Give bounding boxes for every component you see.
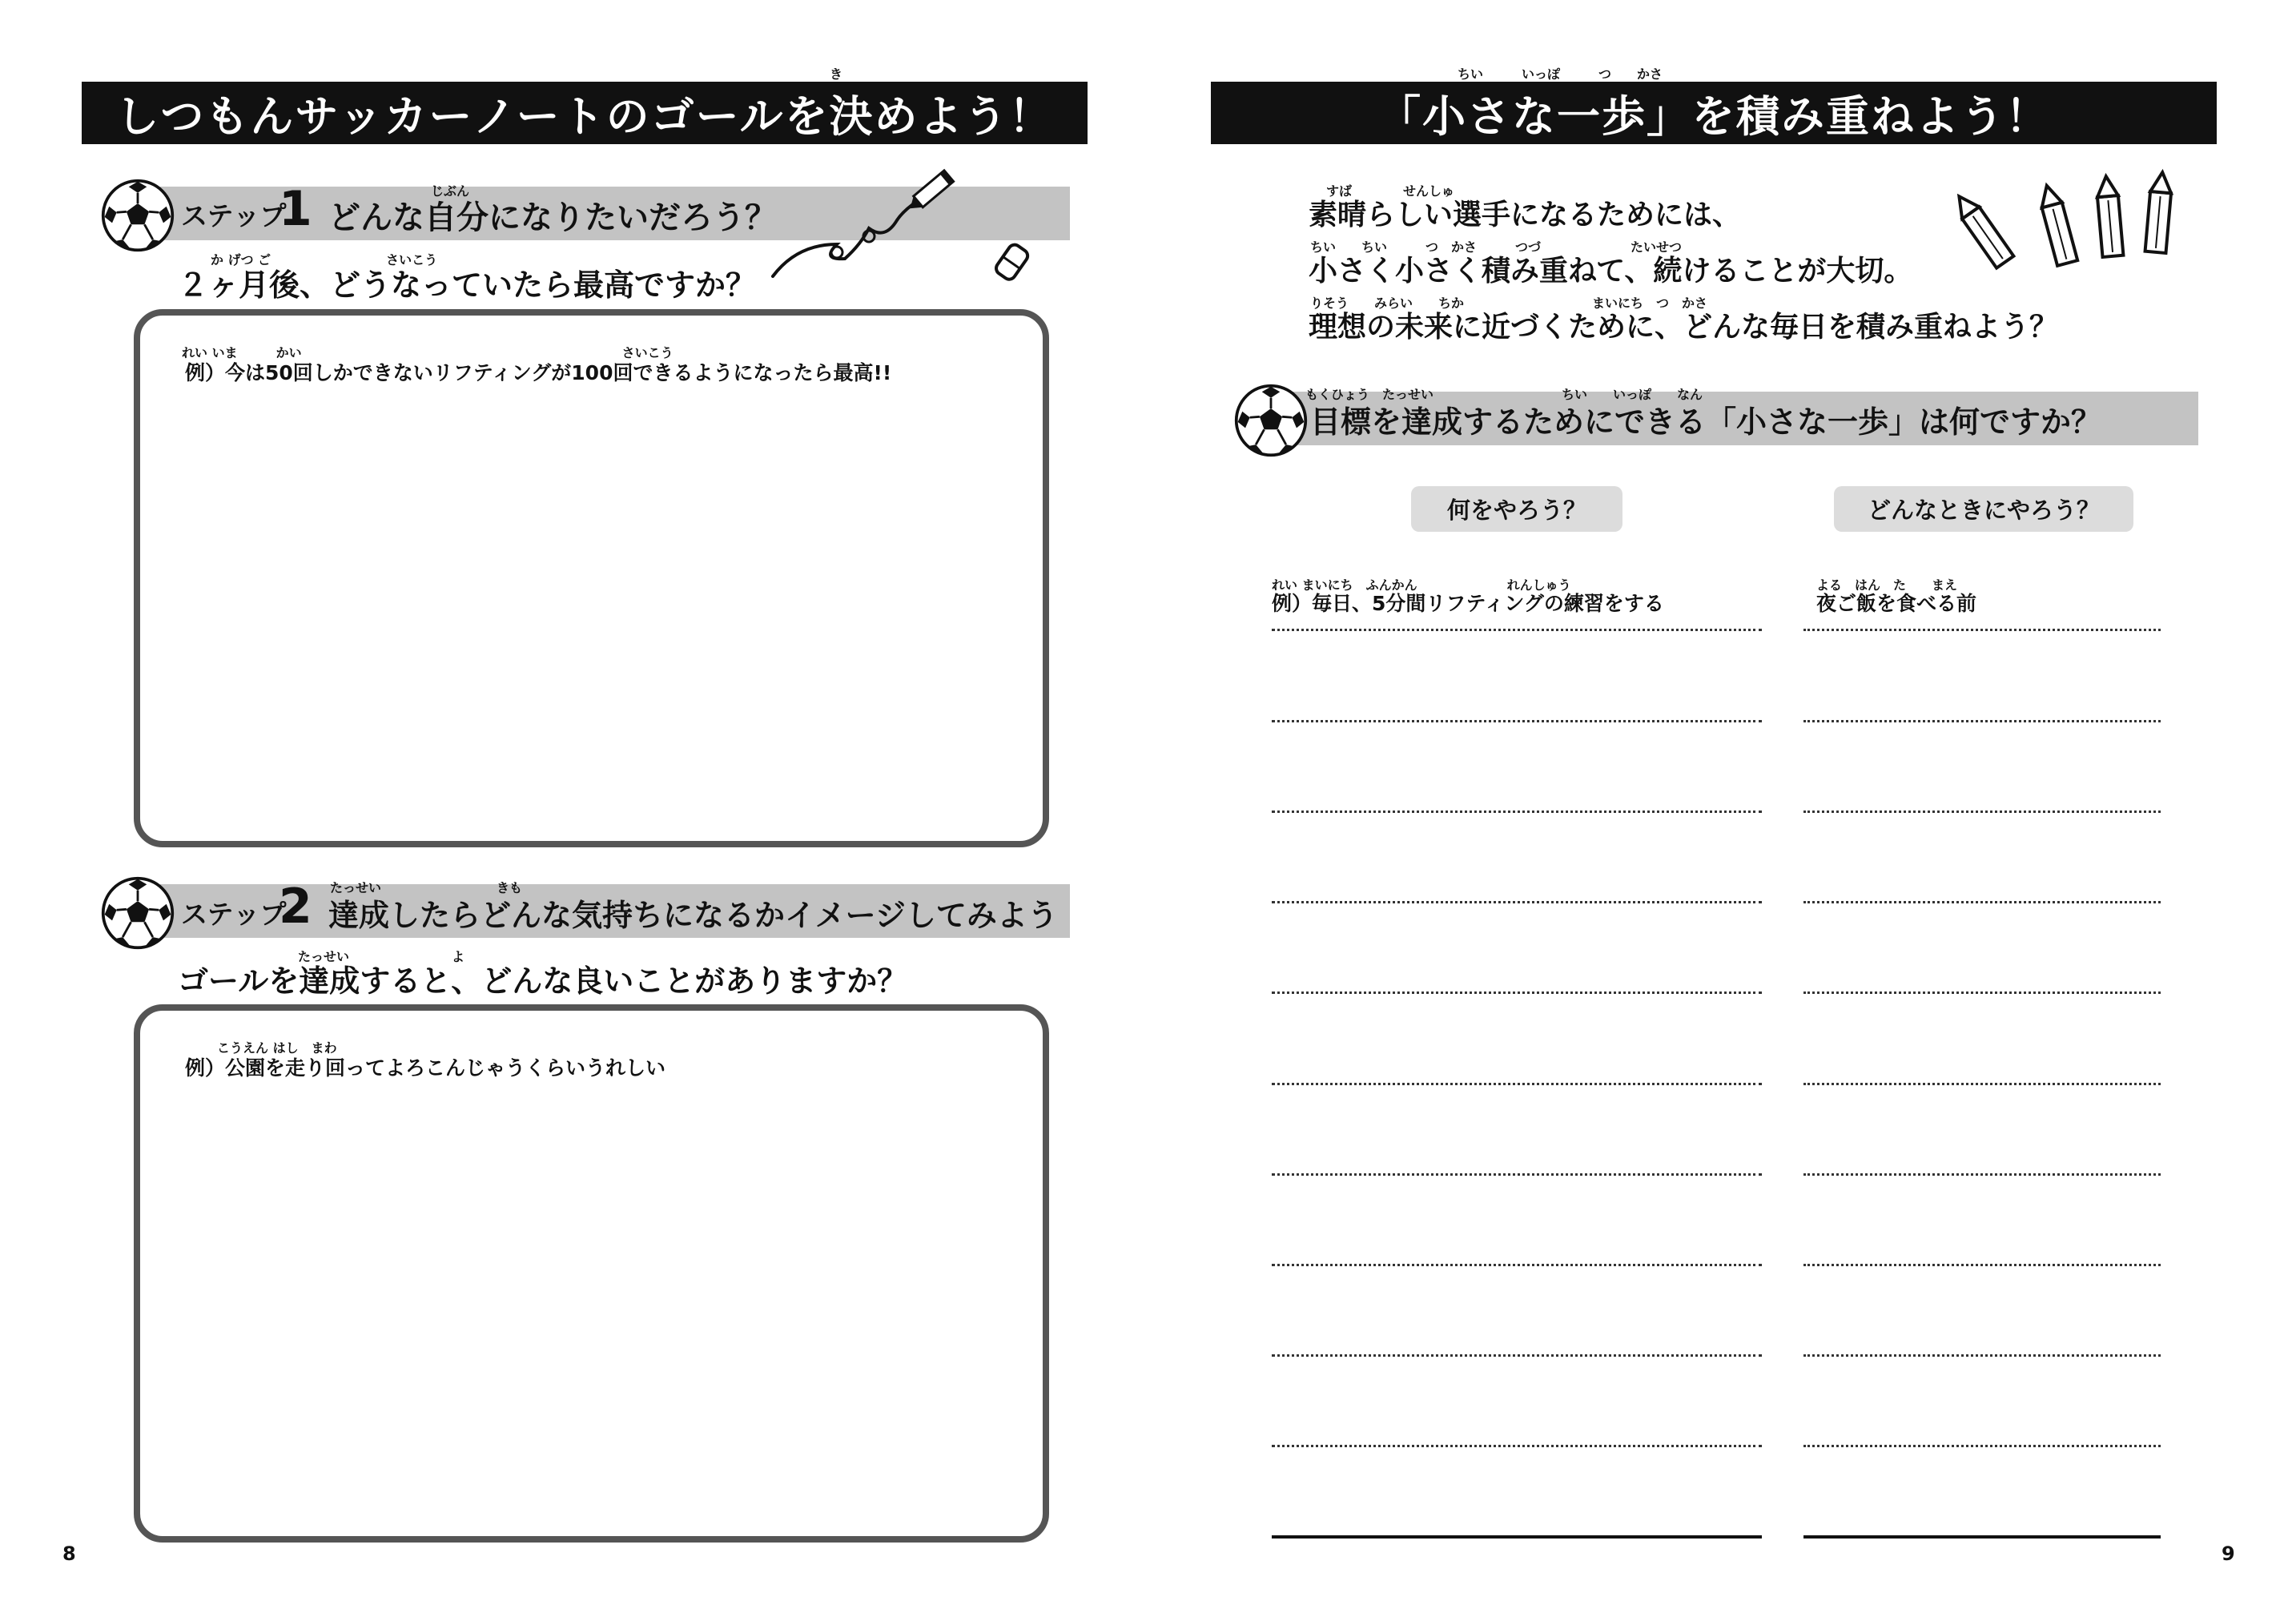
answer-line[interactable]: [1272, 1264, 1762, 1266]
intro-line-1: 素晴らしい選手になるためには、: [1309, 199, 1742, 231]
soccer-ball-icon: [1233, 383, 1309, 458]
page-number-left: 8: [62, 1543, 76, 1565]
step2-label: ステップ: [181, 899, 287, 930]
soccer-ball-icon: [100, 178, 175, 253]
col-left-example: 例）毎日、5分間リフティングの練習をする: [1272, 592, 1664, 615]
step2-number: 2: [279, 879, 312, 935]
intro-ruby-3: りそう みらい ちか まいにち つ かさ: [1310, 296, 1708, 311]
intro-line-3: 理想の未来に近づくために、どんな毎日を積み重ねよう？: [1309, 311, 2059, 344]
answer-line[interactable]: [1803, 1083, 2161, 1085]
step1-title-ruby: じぶん: [431, 183, 470, 199]
step2-title-ruby: たっせい きも: [330, 880, 523, 895]
answer-line[interactable]: [1803, 1445, 2161, 1447]
step2-example: 例）公園を走り回ってよろこんじゃうくらいうれしい: [185, 1056, 666, 1080]
soccer-ball-icon: [100, 875, 175, 951]
title-ruby-right: ちい いっぽ つ かさ: [1458, 66, 1663, 82]
answer-line[interactable]: [1803, 629, 2161, 631]
col-right-header: どんなときにやろう？: [1834, 486, 2133, 532]
step2-question: ゴールを達成すると、どんな良いことがありますか？: [178, 963, 908, 999]
col-left-example-ruby: れい まいにち ふんかん れんしゅう: [1272, 577, 1571, 593]
step1-number: 1: [279, 181, 312, 237]
answer-line[interactable]: [1803, 1354, 2161, 1357]
answer-line[interactable]: [1803, 810, 2161, 813]
answer-line[interactable]: [1272, 1083, 1762, 1085]
pencils-icon: [1954, 164, 2186, 284]
left-page-title: しつもんサッカーノートのゴールを決めよう！: [82, 82, 1088, 144]
answer-line[interactable]: [1803, 1173, 2161, 1176]
answer-line[interactable]: [1803, 901, 2161, 903]
intro-ruby-1: すば せんしゅ: [1326, 183, 1455, 199]
intro-ruby-2: ちい ちい つ かさ つづ たいせつ: [1310, 239, 1683, 255]
answer-line[interactable]: [1272, 810, 1762, 813]
answer-line[interactable]: [1272, 992, 1762, 994]
answer-line-final[interactable]: [1803, 1535, 2161, 1539]
answer-line-final[interactable]: [1272, 1535, 1762, 1539]
right-page-title: 「小さな一歩」を積み重ねよう！: [1211, 82, 2217, 144]
answer-line[interactable]: [1272, 629, 1762, 631]
step1-title: どんな自分になりたいだろう？: [328, 199, 777, 236]
answer-line[interactable]: [1272, 901, 1762, 903]
answer-line[interactable]: [1272, 1173, 1762, 1176]
step2-example-ruby: こうえん はし まわ: [217, 1040, 337, 1056]
step2-answer-box[interactable]: [134, 1004, 1049, 1543]
answer-line[interactable]: [1272, 1354, 1762, 1357]
answer-line[interactable]: [1803, 1264, 2161, 1266]
pencil-icon: [765, 164, 957, 284]
answer-line[interactable]: [1803, 992, 2161, 994]
step1-label: ステップ: [181, 200, 287, 231]
col-left-header: 何をやろう？: [1411, 486, 1622, 532]
answer-line[interactable]: [1272, 1445, 1762, 1447]
step2-question-ruby: たっせい よ: [298, 949, 465, 964]
section-ruby: もくひょう たっせい ちい いっぽ なん: [1305, 387, 1703, 402]
title-ruby: き: [830, 66, 843, 82]
col-right-example: 夜ご飯を食べる前: [1816, 592, 1977, 615]
answer-line[interactable]: [1803, 720, 2161, 722]
step1-example-ruby: れい いま かい さいこう: [182, 345, 674, 360]
answer-line[interactable]: [1272, 720, 1762, 722]
step2-title: 達成したらどんな気持ちになるかイメージしてみよう: [328, 898, 1058, 933]
step1-example: 例）今は50回しかできないリフティングが100回できるようになったら最高!!: [185, 361, 892, 384]
step1-question-ruby: か げつ ご さいこう: [211, 252, 438, 267]
page-number-right: 9: [2222, 1543, 2235, 1565]
eraser-icon: [991, 240, 1031, 284]
section-title: 目標を達成するためにできる「小さな一歩」は何ですか？: [1310, 404, 2102, 440]
step1-answer-box[interactable]: [134, 309, 1049, 847]
intro-line-2: 小さく小さく積み重ねて、続けることが大切。: [1309, 255, 1913, 288]
step1-question: ２ヶ月後、どうなっていたら最高ですか？: [178, 267, 757, 303]
col-right-example-ruby: よる はん た まえ: [1816, 577, 1958, 593]
